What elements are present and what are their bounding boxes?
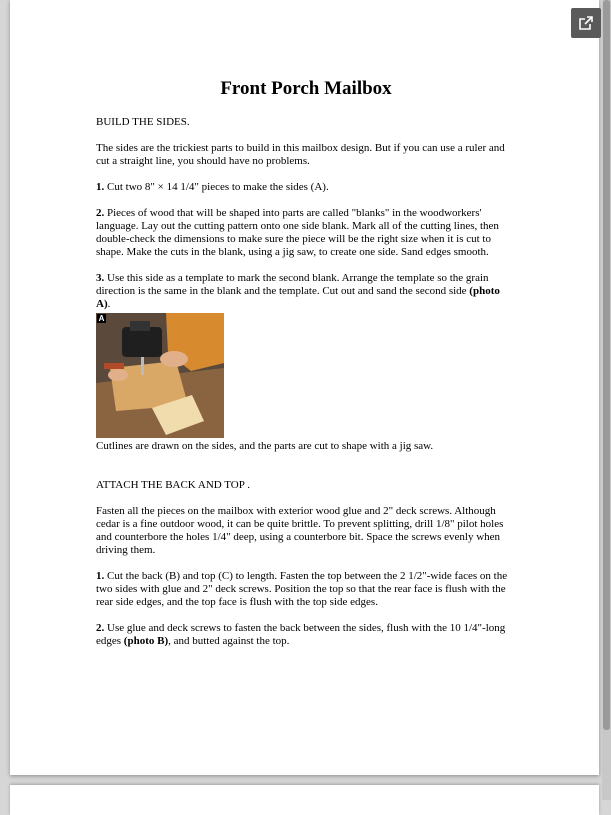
step-3-number: 3. [96, 272, 105, 284]
section-2-step-2-text: Use glue and deck screws to fasten the back between the sides, flush with the 10 1/4"-long edges [96, 622, 506, 647]
section-2-step-2-number: 2. [96, 622, 105, 634]
popout-button[interactable] [571, 8, 601, 38]
section-2-step-1-text: Cut the back (B) and top (C) to length. Fasten the top between the 2 1/2"-wide faces on the two sides with glue and 2" deck screws. Position the top so that the rear face is flush with the rear side edges, and the top face is flush with the top side edges. [96, 570, 508, 608]
step-3-end: . [107, 298, 111, 310]
section-heading-attach-back-top: ATTACH THE BACK AND TOP . [96, 479, 250, 491]
step-2-number: 2. [96, 207, 105, 219]
intro-paragraph: The sides are the trickiest parts to build in this mailbox design. But if you can use a ruler and cut a straight line, you should have no problems. [96, 142, 505, 167]
step-3-paragraph [96, 272, 516, 311]
scrollbar-thumb[interactable] [603, 0, 610, 730]
section-heading-build-sides: BUILD THE SIDES. [96, 116, 190, 128]
open-in-new-window-icon [578, 15, 594, 31]
document-content [96, 78, 516, 661]
photo-label: A [98, 314, 105, 323]
section-2-step-2-end: , and butted against the top. [168, 635, 290, 647]
step-1-number: 1. [96, 181, 105, 193]
section-2-intro: Fasten all the pieces on the mailbox with exterior wood glue and 2" deck screws. Although cedar is a fine outdoor wood, it can be quite brittle. To prevent splitting, drill 1/8" pilot holes and counterbore the holes 1/4" deep, using a counterbore bit. Space the screws evenly when driving them. [96, 505, 504, 556]
next-page [10, 785, 599, 815]
step-2-text: Pieces of wood that will be shaped into parts are called "blanks" in the woodworkers' language. Lay out the cutting pattern onto one side blank. Mark all of the cutting lines, then double-check the dimensions to make sure the piece will be the right size when it is cut to shape. Make the cuts in the blank, using a jig saw, to create one side. Sand edges smooth. [96, 207, 499, 258]
section-2-step-2-photo-ref: (photo B) [123, 635, 169, 647]
step-2-paragraph [96, 207, 516, 259]
step-3-photo-ref: (photo A) [96, 285, 500, 310]
photo-caption: Cutlines are drawn on the sides, and the parts are cut to shape with a jig saw. [96, 440, 434, 452]
section-2-step-1 [96, 570, 516, 609]
step-1-text: Cut two 8" × 14 1/4" pieces to make the sides (A). [104, 181, 329, 193]
vertical-scrollbar[interactable] [602, 0, 611, 800]
page-title: Front Porch Mailbox [220, 78, 392, 99]
jig-saw-photo-image [96, 313, 224, 438]
section-2-step-2 [96, 622, 516, 648]
step-1-paragraph [96, 181, 516, 194]
section-2-step-1-number: 1. [96, 570, 105, 582]
step-3-text: Use this side as a template to mark the second blank. Arrange the template so the grain direction is the same in the blank and the template. Cut out and sand the second side [96, 272, 489, 297]
photo-a [96, 313, 224, 438]
document-page [10, 0, 599, 775]
